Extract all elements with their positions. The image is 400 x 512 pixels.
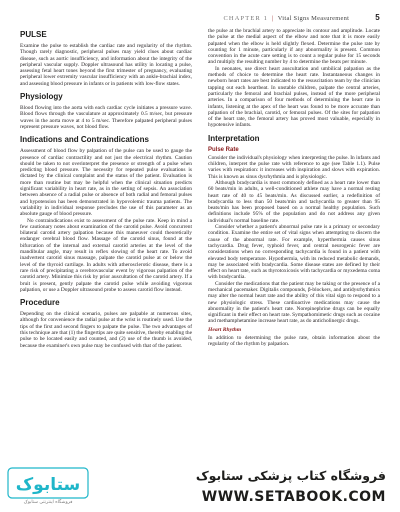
store-url[interactable]: WWW.SETABOOK.COM (201, 489, 386, 505)
paragraph: Although bradycardia is most commonly defined as a heart rate lower than 60 beats/min in adults, a well-conditioned athlete may have a normal resting heart rate of 40 to 45 beats/min. As discussed earlier, a redefinition of bradycardia to less than 50 beats/min and tachycardia to greater than 95 beats/min has been proposed based on a normal healthy population. Such definitions include 95% of the population and do not address any given individual's normal baseline rate. (208, 179, 380, 224)
paragraph: Consider the individual's physiology when interpreting the pulse. In infants and children, interpret the pulse rate with reference to age (see Table 1.1). Pulse varies with respiration: it increases with inspiration and slows with expiration. This is known as sinus dysrhythmia and is physiologic. (208, 154, 380, 180)
running-head-separator: | (272, 15, 274, 22)
paragraph: Consider whether a patient's abnormal pulse rate is a primary or secondary condition. Examine the entire set of vital signs when attempting to discern the cause of the abnormal rate. For example, hyperthermia causes sinus tachycardia. Drug fever, typhoid fever, and central neurogenic fever are considerations when no corresponding tachycardia is found in a patient with elevated body temperature. Hypothermia, with its reduced metabolic demands, may be associated with bradycardia. Some disease states are defined by their effect on heart rate, such as thyrotoxicosis with tachycardia or myxedema coma with bradycardia. (208, 224, 380, 281)
store-name: فروشگاه کتاب پزشکی ستابوک (195, 468, 386, 483)
logo-subtitle: فروشگاه اینترنتی ستابوک (23, 500, 73, 505)
subheading-heart-rhythm: Heart Rhythm (208, 326, 242, 333)
section-heading-indications: Indications and Contraindications (20, 135, 149, 145)
paragraph: Blood flowing into the aorta with each cardiac cycle initiates a pressure wave. Blood flows through the vasculature at approximately 0.5 m/sec, but pressure waves in the aorta move at 4 to 5 m/sec. Therefore palpated peripheral pulses represent pressure waves, not blood flow. (20, 105, 192, 130)
paragraph: Examine the pulse to establish the cardiac rate and regularity of the rhythm. Though rarely diagnostic, peripheral pulses may yield clues about cardiac disease, such as aortic insufficiency, and information about the integrity of the peripheral vascular supply. Doppler ultrasound has utility in locating a pulse, assessing fetal heart tones beyond the first trimester of pregnancy, evaluating peripheral lower extremity vascular insufficiency with an ankle-brachial index, and assessing blood pressure in infants or in patients with low-flow states. (20, 43, 192, 87)
watermark-banner (0, 462, 400, 512)
section-heading-pulse: PULSE (20, 30, 47, 39)
section-heading-interpretation: Interpretation (208, 133, 260, 143)
paragraph: Depending on the clinical scenario, pulses are palpable at numerous sites, although for convenience the radial pulse at the wrist is routinely used. Use the tips of the first and second fingers to palpate the pulse. The two advantages of this technique are that (1) the fingertips are quite sensitive, thereby enabling the pulse to be located easily and counted, and (2) use of the thumb is avoided, because the examiner's own pulse may be confused with that of the patient. (20, 311, 192, 349)
section-heading-physiology: Physiology (20, 92, 63, 102)
running-head (20, 12, 380, 24)
chapter-label: CHAPTER 1 (223, 15, 269, 22)
paragraph: In addition to determining the pulse rate, obtain information about the regularity of the rhythm by palpation. (208, 334, 380, 348)
paragraph: Consider the medications that the patient may be taking or the presence of a mechanical pacemaker. Digitalis compounds, β-blockers, and antidysrhythmics may alter the normal heart rate and the ability of this vital sign to respond to a new physiologic stress. These cardioactive medications may cause the abnormality in the patient's heart rate. Norepinephrine drugs can be equally significant in their effect on heart rate. Sympathomimetic drugs such as cocaine and methamphetamine increase heart rate, as do anticholinergic drugs. (208, 280, 380, 325)
right-column (208, 28, 380, 347)
subheading-pulse-rate: Pulse Rate (208, 146, 239, 153)
paragraph: the pulse at the brachial artery to appreciate its contour and amplitude. Locate the pulse at the medial aspect of the elbow and note that it is more easily palpated when the elbow is held slightly flexed. Determine the pulse rate by counting for 1 minute, particularly if any abnormality is present. Common convention in the acute care setting is to count a regular pulse for 15 seconds and multiply the resulting number by 4 to determine the beats per minute. (208, 28, 380, 66)
left-column (20, 28, 192, 349)
page-number: 5 (375, 13, 380, 22)
paragraph: No contraindications exist to assessment of the pulse rate. Keep in mind a few cautionary notes about examination of the carotid pulse. Avoid concurrent bilateral carotid artery palpation because this maneuver could theoretically endanger cerebral blood flow. Massage of the carotid sinus, found at the bifurcation of the internal and external carotid arteries at the level of the mandibular angle, may result in reflex slowing of the heart rate. To avoid inadvertent carotid sinus massage, palpate the carotid pulse at or below the level of the thyroid cartilage. In adults with atherosclerotic disease, there is a rare risk of precipitating a cerebrovascular event by vigorous palpation of the carotid artery. Minimize this risk by prior auscultation of the carotid artery. If a bruit is present, gently palpate the carotid pulse while avoiding vigorous palpation, or use a Doppler ultrasound probe to assess carotid flow instead. (20, 217, 192, 293)
section-heading-procedure: Procedure (20, 298, 60, 308)
chapter-title: Vital Signs Measurement (277, 15, 350, 22)
paragraph: In neonates, use direct heart auscultation and umbilical palpation as the methods of choice to determine the heart rate. Instantaneous changes in newborn heart rates are best indicated to the resuscitation team by the clinician tapping out each heartbeat. In unstable children, palpate the central arteries, particularly the femoral and brachial pulses, instead of the more peripheral arteries. In a comparison of four methods of determining the heart rate in infants, listening at the apex of the heart was found to be more accurate than palpation of the brachial, carotid, or femoral pulses. Of the sites for palpation of the heart rate, the femoral artery has proved most valuable, especially in hypotensive infants. (208, 65, 380, 129)
paragraph: Assessment of blood flow by palpation of the pulse can be used to gauge the presence of cardiac contractility and not just the electrical rhythm. Caution should be taken to not overinterpret the presence or strength of a pulse when predicting blood pressure. The necessity for repeated pulse evaluations is dictated by the clinical complaint and the status of the patient. Evaluation is more than routine but may be helpful when the clinical situation predicts significant variability in heart rate, as in the setting of sepsis. An association between absence of a radial pulse or absence of both radial and femoral pulses and hypotension has been demonstrated in hypovolemic trauma patients. The variability in individual response precludes the use of this parameter as an absolute gauge of blood pressure. (20, 148, 192, 218)
logo-text: ستابوک (15, 475, 81, 495)
